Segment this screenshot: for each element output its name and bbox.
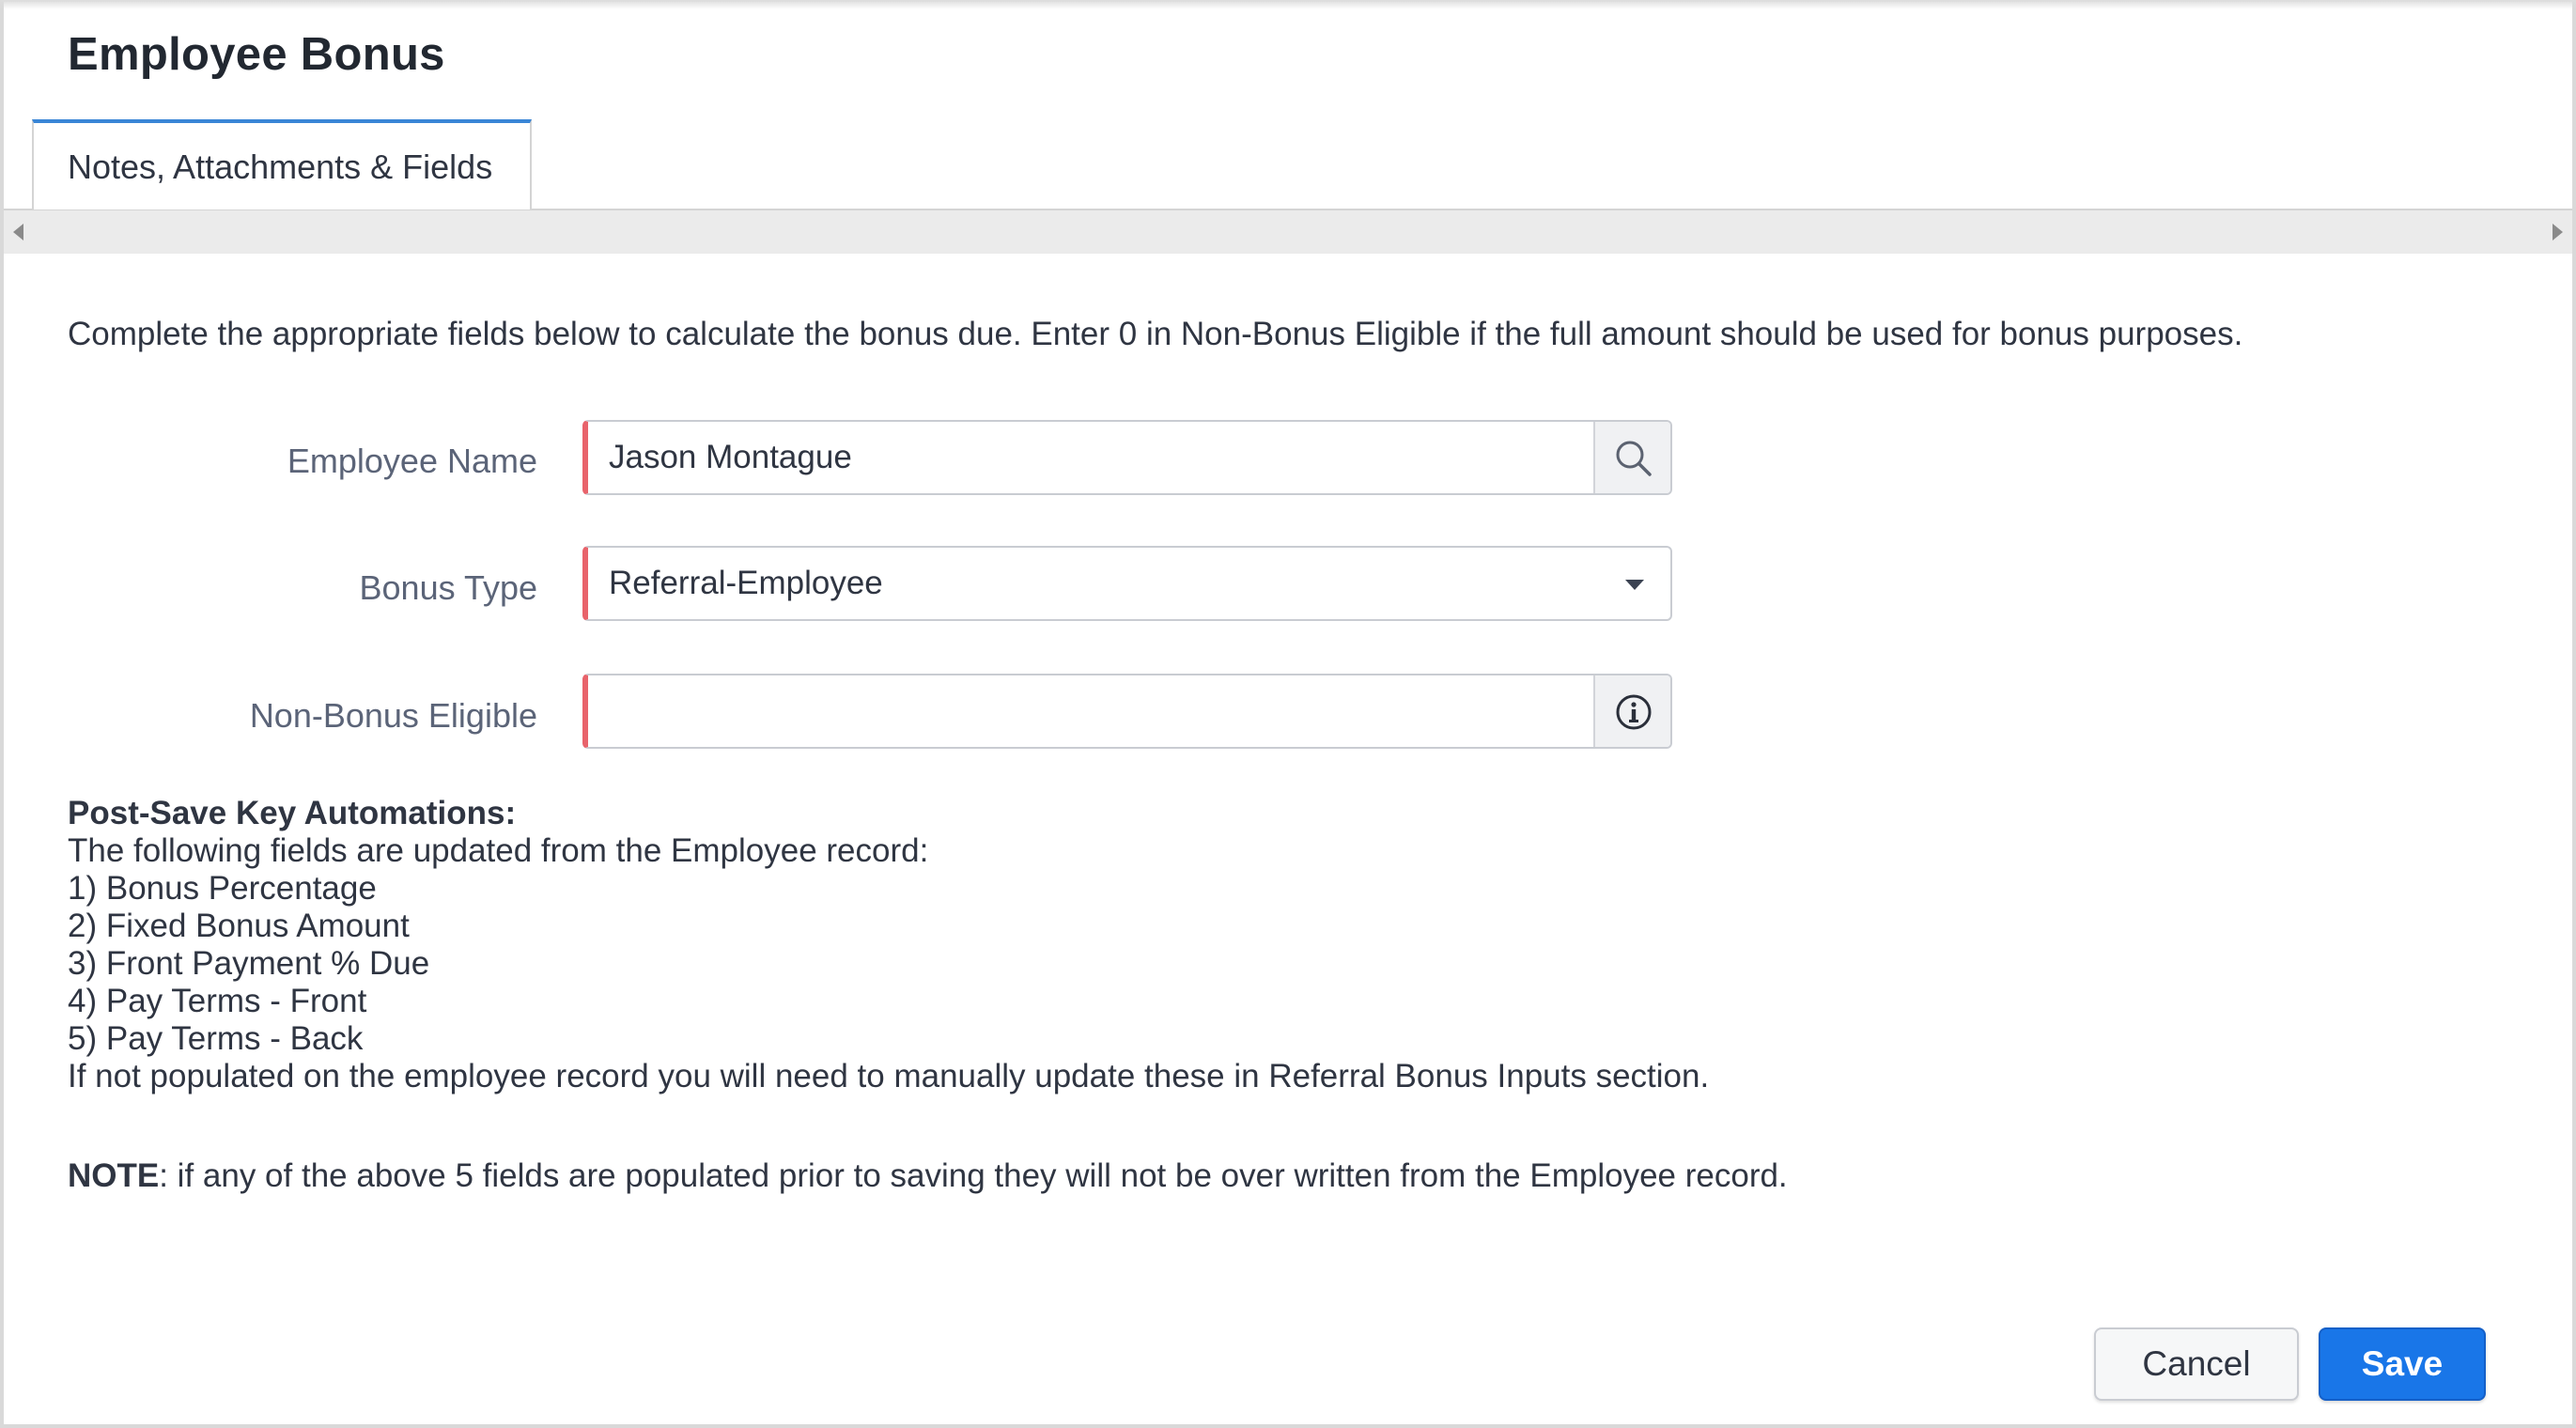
non-bonus-eligible-field[interactable] xyxy=(582,674,1672,749)
instructions-text: Complete the appropriate fields below to calculate the bonus due. Enter 0 in Non-Bonus Eligible if the full amount should be used for bonus purposes. xyxy=(68,316,2243,352)
tab-label: Notes, Attachments & Fields xyxy=(68,147,493,186)
top-shadow xyxy=(0,0,2576,9)
scroll-right-icon[interactable] xyxy=(2553,224,2563,241)
bonus-type-select[interactable] xyxy=(582,546,1672,621)
employee-name-label: Employee Name xyxy=(287,442,537,480)
cancel-button[interactable]: Cancel xyxy=(2094,1327,2299,1401)
note-label: NOTE xyxy=(68,1157,160,1194)
list-item: 4) Pay Terms - Front xyxy=(68,983,367,1019)
tab-notes-attachments-fields[interactable] xyxy=(32,119,532,210)
bonus-type-value: Referral-Employee xyxy=(609,565,883,601)
bonus-type-label: Bonus Type xyxy=(359,568,537,607)
info-icon xyxy=(1614,692,1653,732)
automations-intro: The following fields are updated from the Employee record: xyxy=(68,832,929,869)
chevron-down-icon[interactable] xyxy=(1625,580,1644,590)
automations-heading: Post-Save Key Automations: xyxy=(68,795,517,831)
automations-section xyxy=(68,795,1709,1095)
non-bonus-eligible-label: Non-Bonus Eligible xyxy=(249,696,537,735)
employee-search-button[interactable] xyxy=(1593,422,1670,493)
search-icon xyxy=(1614,439,1653,478)
note-text xyxy=(68,1157,1788,1195)
tab-scrollbar[interactable] xyxy=(4,209,2572,254)
dialog-title: Employee Bonus xyxy=(68,29,445,80)
list-item: 3) Front Payment % Due xyxy=(68,945,430,982)
scroll-left-icon[interactable] xyxy=(13,224,23,241)
list-item: 1) Bonus Percentage xyxy=(68,870,377,907)
list-item: 2) Fixed Bonus Amount xyxy=(68,908,410,944)
automations-footer: If not populated on the employee record you will need to manually update these in Referral Bonus Inputs section. xyxy=(68,1058,1710,1094)
save-button[interactable]: Save xyxy=(2319,1327,2486,1401)
list-item: 5) Pay Terms - Back xyxy=(68,1020,364,1057)
employee-name-field[interactable] xyxy=(582,420,1672,495)
note-body: : if any of the above 5 fields are populated prior to saving they will not be over written from the Employee record. xyxy=(159,1157,1788,1194)
non-bonus-info-button[interactable] xyxy=(1593,675,1670,747)
employee-name-value[interactable]: Jason Montague xyxy=(609,439,852,475)
